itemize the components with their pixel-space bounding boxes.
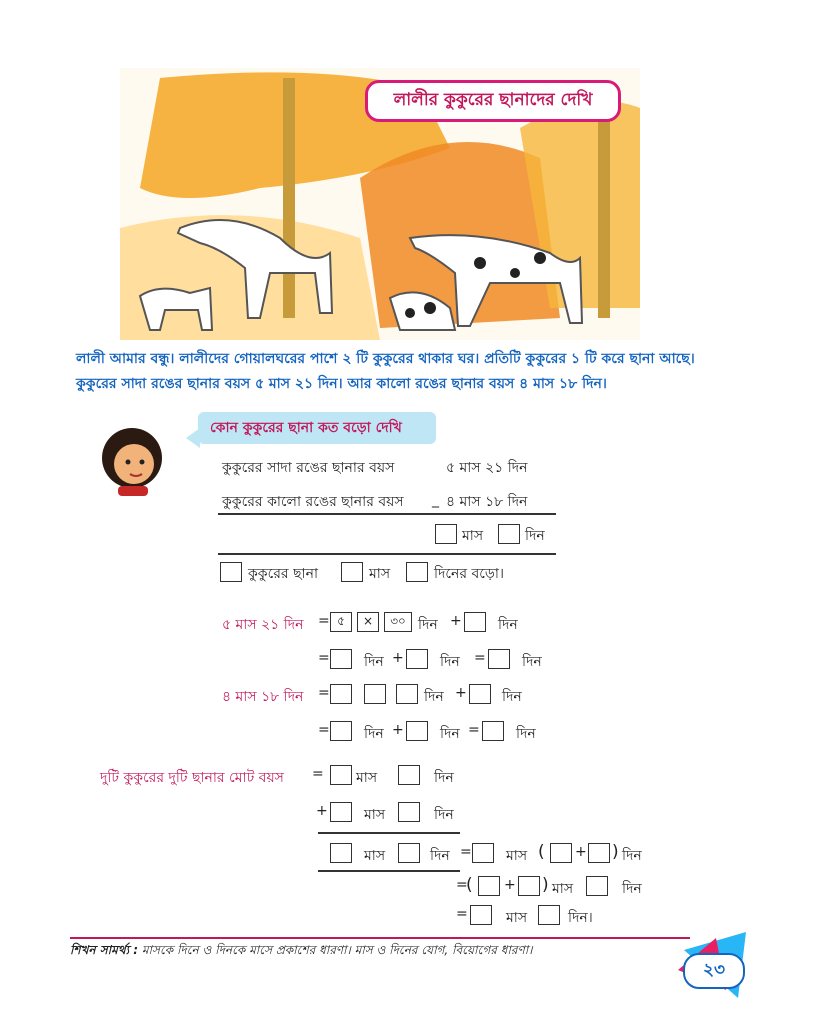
eq-3: =	[474, 650, 486, 666]
eq-5: =	[318, 722, 330, 738]
total-close-1: )	[612, 842, 619, 862]
total-box-7[interactable]	[472, 843, 494, 863]
answer-box-2[interactable]	[330, 649, 352, 669]
total-close-2: )	[542, 875, 549, 895]
footer-label: শিখন সামর্থ্য :	[70, 943, 139, 957]
total-day-3: দিন	[430, 848, 450, 864]
puppy-label: কুকুরের ছানা	[248, 566, 319, 582]
eq-2: =	[318, 650, 330, 666]
divider-line-1	[218, 513, 556, 515]
plus-1: +	[450, 613, 462, 629]
eq-6: =	[468, 722, 480, 738]
plus-2: +	[392, 650, 404, 666]
total-day-1: দিন	[434, 770, 454, 786]
diff-month-label: মাস	[369, 566, 391, 582]
total-box-14[interactable]	[538, 905, 560, 925]
eq-4: =	[318, 685, 330, 701]
plus-4: +	[392, 722, 404, 738]
total-box-9[interactable]	[588, 843, 610, 863]
answer-box-9[interactable]	[330, 721, 352, 741]
total-box-2[interactable]	[398, 765, 420, 785]
total-day-2: দিন	[434, 807, 454, 823]
answer-box-day[interactable]	[498, 524, 520, 544]
total-month-3: মাস	[364, 848, 386, 864]
box-times: ×	[357, 612, 379, 632]
answer-box-3[interactable]	[406, 649, 428, 669]
day-8: দিন	[364, 726, 384, 742]
footer-text	[70, 942, 532, 962]
page-number: ২৩	[683, 953, 745, 989]
total-divider-1	[318, 832, 460, 834]
answer-box-month[interactable]	[435, 524, 457, 544]
total-month-5: মাস	[552, 881, 574, 897]
footer-line	[70, 937, 690, 939]
intro-line-2: কুকুরের সাদা রঙের ছানার বয়স ৫ মাস ২১ দিন। আর কালো রঙের ছানার বয়স ৪ মাস ১৮ দিন।	[76, 376, 607, 392]
day-10: দিন	[516, 726, 536, 742]
box-thirty: ৩০	[384, 612, 412, 632]
answer-box-1[interactable]	[464, 612, 486, 632]
day-6: দিন	[424, 689, 444, 705]
total-box-3[interactable]	[330, 802, 352, 822]
total-plus-2: +	[575, 844, 587, 860]
total-box-8[interactable]	[550, 843, 572, 863]
day-2: দিন	[498, 617, 518, 633]
day-9: দিন	[440, 726, 460, 742]
white-puppy-value: ৫ মাস ২১ দিন	[446, 460, 528, 476]
total-month-2: মাস	[364, 807, 386, 823]
answer-box-7[interactable]	[396, 684, 418, 704]
black-expr: ৪ মাস ১৮ দিন	[222, 689, 304, 705]
day-label: দিন	[525, 528, 545, 544]
total-box-13[interactable]	[470, 905, 492, 925]
day-4: দিন	[440, 654, 460, 670]
answer-box-11[interactable]	[482, 721, 504, 741]
speech-bubble: কোন কুকুরের ছানা কত বড়ো দেখি	[198, 412, 436, 444]
answer-box-8[interactable]	[469, 684, 491, 704]
total-eq-4: =	[456, 906, 468, 922]
intro-line-1: লালী আমার বন্ধু। লালীদের গোয়ালঘরের পাশে ২ টি কুকুরের থাকার ঘর। প্রতিটি কুকুরের ১ টি করে ছানা আছে।	[76, 351, 695, 367]
total-day-end: দিন।	[568, 910, 593, 926]
answer-box-which-puppy[interactable]	[220, 562, 242, 582]
day-5: দিন	[522, 654, 542, 670]
white-expr: ৫ মাস ২১ দিন	[222, 617, 304, 633]
total-day-4: দিন	[622, 848, 642, 864]
total-eq-3: =	[456, 877, 468, 893]
plus-3: +	[455, 685, 467, 701]
total-eq-2: =	[460, 844, 472, 860]
day-7: দিন	[502, 689, 522, 705]
answer-box-diff-day[interactable]	[406, 562, 428, 582]
total-open-2: (	[466, 875, 473, 895]
total-box-10[interactable]	[478, 876, 500, 896]
answer-box-6[interactable]	[364, 684, 386, 704]
total-plus-3: +	[504, 877, 516, 893]
total-month-4: মাস	[506, 848, 528, 864]
total-box-1[interactable]	[330, 765, 352, 785]
girl-avatar	[92, 420, 172, 500]
total-box-5[interactable]	[330, 843, 352, 863]
total-label: দুটি কুকুরের দুটি ছানার মোট বয়স	[100, 770, 284, 786]
divider-line-2	[218, 553, 556, 555]
answer-box-5[interactable]	[330, 684, 352, 704]
total-month-6: মাস	[506, 910, 528, 926]
minus-sign: _	[432, 492, 439, 508]
total-box-12[interactable]	[586, 876, 608, 896]
box-five: ৫	[330, 612, 352, 632]
answer-box-4[interactable]	[488, 649, 510, 669]
total-box-11[interactable]	[518, 876, 540, 896]
black-puppy-label: কুকুরের কালো রঙের ছানার বয়স	[222, 494, 404, 510]
day-3: দিন	[364, 654, 384, 670]
total-month-1: মাস	[356, 770, 378, 786]
page-title: লালীর কুকুরের ছানাদের দেখি	[365, 80, 621, 122]
total-eq: =	[312, 766, 324, 782]
older-label: দিনের বড়ো।	[434, 566, 504, 582]
month-label: মাস	[462, 528, 484, 544]
eq-1: =	[318, 613, 330, 629]
total-box-4[interactable]	[398, 802, 420, 822]
total-box-6[interactable]	[398, 843, 420, 863]
day-1: দিন	[418, 617, 438, 633]
answer-box-10[interactable]	[406, 721, 428, 741]
white-puppy-label: কুকুরের সাদা রঙের ছানার বয়স	[222, 460, 395, 476]
black-puppy-value: ৪ মাস ১৮ দিন	[446, 494, 528, 510]
total-divider-2	[318, 870, 460, 872]
total-plus: +	[316, 803, 328, 819]
total-open-1: (	[538, 842, 545, 862]
answer-box-diff-month[interactable]	[341, 562, 363, 582]
total-day-5: দিন	[622, 881, 642, 897]
footer-body: মাসকে দিনে ও দিনকে মাসে প্রকাশের ধারণা। মাস ও দিনের যোগ, বিয়োগের ধারণা।	[141, 943, 533, 957]
